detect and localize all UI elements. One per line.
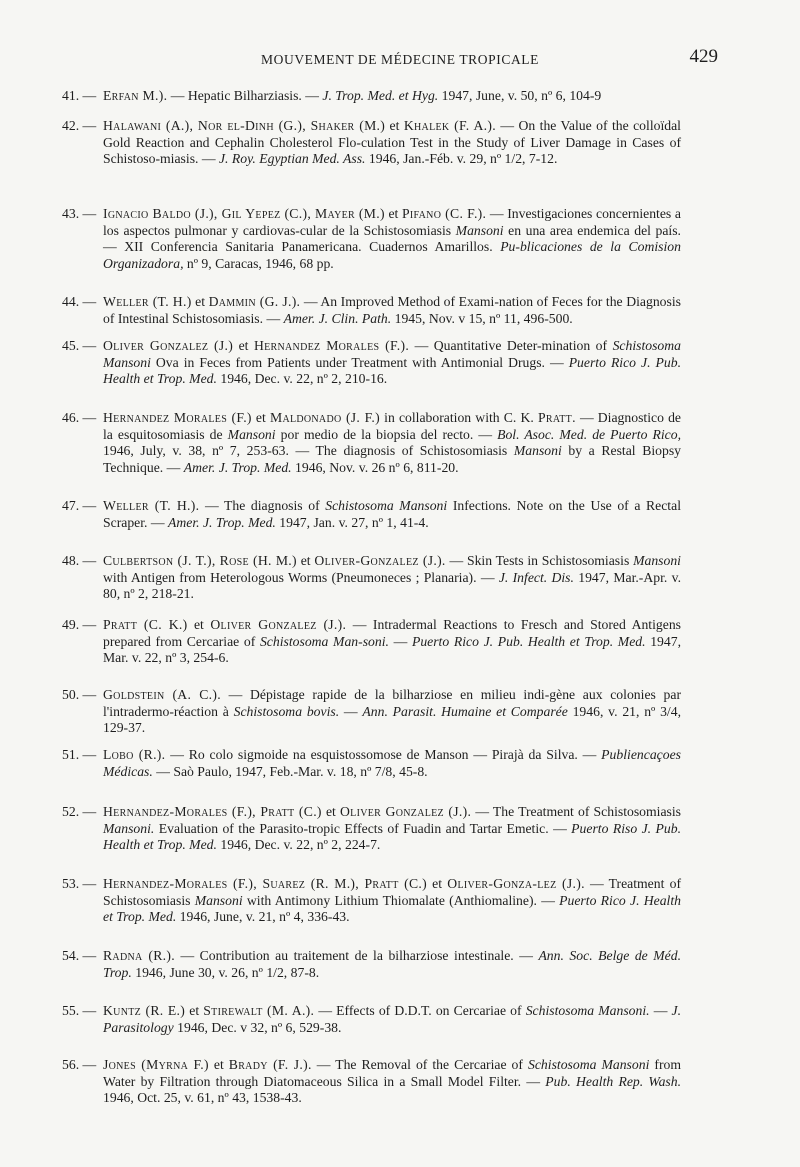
reference-entry [62,294,681,327]
reference-entry [62,553,681,603]
reference-author: Oliver Gonzalez (J.) [103,338,234,353]
reference-text: — The diagnosis of [199,498,326,513]
reference-text: — Saò Paulo, 1947, Feb.-Mar. v. 18, nº 7/8, 45-8. [152,763,428,779]
reference-author: Hernandez Morales (F.). [253,338,410,353]
reference-text: 1946, June, v. 21, nº 4, 336-43. [176,909,350,924]
reference-text: — An Improved Method of Exami-nation of Feces for the Diagnosis of Intestinal Schistosomiasis. — [103,294,681,326]
reference-number: 51. — [62,747,97,762]
reference-title-italic: Amer. J. Clin. Path. [283,310,392,326]
reference-number: 52. — [62,804,97,819]
reference-text: — [339,703,363,719]
reference-title-italic: Ann. Parasit. Humaine et Comparée [362,703,568,719]
reference-text: et [385,118,404,133]
reference-author: Khalek (F. A.). [403,118,496,133]
reference-text: — Contribution au traitement de la bilharziose intestinale. — [174,948,539,963]
reference-text: 1947, Mar.-Apr. v. 80, nº 2, 218-21. [103,569,681,601]
reference-author: Goldstein (A. C.). [103,687,221,702]
reference-text: et [233,338,254,353]
reference-title-italic: Schistosoma Mansoni. [525,1003,650,1018]
reference-author: Kuntz (R. E.) [103,1003,186,1018]
reference-author: Maldonado (J. F.) [269,410,380,425]
reference-text: nº 9, Caracas, 1946, 68 pp. [183,255,334,271]
reference-author: Jones (Myrna F.) [103,1057,209,1072]
reference-text: — On the Value of the colloïdal Gold Reaction and Cephalin Cholesterol Flo-culation Test in the Study of Liver Damage in Cases of Schistoso-miasis. — [103,118,681,166]
reference-author: Brady (F. J.). [228,1057,312,1072]
reference-author: Oliver Gonzalez (J.). [339,804,472,819]
reference-text: Ova in Feces from Patients under Treatment with Antimonial Drugs. — [150,354,569,370]
reference-author: Pifano (C. F.). [402,206,487,221]
reference-text: 1947, June, v. 50, nº 6, 104-9 [438,88,602,103]
reference-title-italic: Puerto Rico J. Pub. Health et Trop. Med. [411,633,646,649]
reference-author: Halawani (A.), Nor el-Dinh (G.), Shaker (M.) [103,118,386,133]
reference-author: Radna (R.). [103,948,175,963]
reference-title-italic: Mansoni [633,553,681,568]
reference-text: 1946, Dec. v 32, nº 6, 529-38. [173,1019,342,1035]
reference-title-italic: Puerto Riso J. Pub. Health et Trop. Med. [103,820,681,852]
reference-text: with Antigen from Heterologous Worms (Pneumoneces ; Planaria). — [103,569,499,585]
reference-text: et [187,617,211,632]
reference-text: et [426,876,448,891]
reference-number: 49. — [62,617,97,632]
reference-text: — Ro colo sigmoide na esquistossomose de Manson — Pirajà da Silva. — [165,747,602,762]
reference-text: Infections. Note on the Use of a Rectal Scraper. — [103,498,681,530]
reference-entry [62,498,681,531]
reference-title-italic: Bol. Asoc. Med. de Puerto Rico, [497,426,681,442]
reference-text: 1945, Nov. v 15, nº 11, 496-500. [391,310,573,326]
reference-title-italic: Mansoni [227,426,276,442]
reference-text: in collaboration with C. K. [380,410,538,425]
reference-author: Oliver-Gonzalez (J.). [314,553,446,568]
reference-title-italic: Schistosoma Mansoni [103,338,681,370]
reference-title-italic: Publiencaçoes Médicas. [103,747,681,779]
reference-number: 56. — [62,1057,97,1072]
reference-number: 42. — [62,118,97,133]
reference-text: et [251,410,270,425]
reference-title-italic: Ann. Soc. Belge de Méd. Trop. [103,948,682,980]
reference-entry [62,804,681,854]
page-header [60,46,740,76]
reference-text: — Treatment of Schistosomiasis [103,876,682,908]
reference-text: et [191,294,209,309]
reference-author: Weller (T. H.). [103,498,200,513]
reference-text: — The Removal of the Cercariae of [311,1057,528,1072]
reference-title-italic: Mansoni [194,892,243,908]
reference-text: — [649,1003,672,1018]
reference-author: Ignacio Baldo (J.), Gil Yepez (C.), Mayer (M.) [103,206,385,221]
reference-title-italic: Puerto Rico J. Health et Trop. Med. [103,892,681,924]
reference-text: 1946, v. 21, nº 3/4, 129-37. [103,703,681,735]
reference-entry [62,747,681,780]
reference-author: Erfan M.). [103,88,168,103]
reference-number: 43. — [62,206,97,221]
reference-entry [62,1057,682,1107]
reference-entry [62,118,681,168]
reference-author: Hernandez-Morales (F.), Pratt (C.) [103,804,322,819]
reference-text: por medio de la biopsia del recto. — [275,426,498,442]
reference-number: 53. — [62,876,97,891]
reference-number: 41. — [62,88,97,103]
reference-text: Evaluation of the Parasito-tropic Effects of Fuadin and Tartar Emetic. — [154,820,572,836]
reference-text: — Skin Tests in Schistosomiasis [445,553,634,568]
reference-entry [62,410,681,476]
reference-title-italic: J. Parasitology [103,1003,682,1035]
reference-text: — Effects of D.D.T. on Cercariae of [314,1003,526,1018]
reference-number: 47. — [62,498,97,513]
reference-text: — Intradermal Reactions to Fresch and Stored Antigens prepared from Cercariae of [103,617,681,649]
reference-title-italic: Mansoni [513,443,562,458]
reference-entry [62,876,682,926]
reference-title-italic: Puerto Rico J. Pub. Health et Trop. Med. [103,354,681,386]
reference-author: Stirewalt (M. A.). [203,1003,315,1018]
reference-number: 45. — [62,338,97,353]
reference-entry [62,206,681,272]
reference-author: Culbertson (J. T.), Rose (H. M.) [103,553,297,568]
page-number: 429 [689,46,718,67]
reference-author: Dammin (G. J.). [208,294,301,309]
reference-entry [62,1003,682,1036]
running-title: MOUVEMENT DE MÉDECINE TROPICALE [261,52,539,67]
reference-text: — The Treatment of Schistosomiasis [471,804,681,819]
reference-text: 1947, Jan. v. 27, nº 1, 41-4. [275,514,429,530]
reference-entry [62,687,682,737]
reference-author: Weller (T. H.) [103,294,192,309]
reference-title-italic: J. Roy. Egyptian Med. Ass. [218,151,366,166]
reference-text: et [384,206,402,221]
reference-text: et [208,1057,229,1072]
reference-entry [62,88,681,105]
reference-entry [62,617,682,667]
reference-title-italic: Schistosoma Mansoni [528,1057,650,1072]
reference-title-italic: Pu-blicaciones de la Comision Organizadora, [103,239,681,271]
reference-author: Lobo (R.). [103,747,166,762]
reference-number: 46. — [62,410,97,425]
reference-title-italic: Schistosoma Man-soni. [259,633,389,649]
reference-text: — Quantitative Deter-mination of [409,338,613,353]
reference-title-italic: J. Infect. Dis. [498,569,574,585]
reference-entry [62,948,682,981]
reference-title-italic: Pub. Health Rep. Wash. [545,1073,681,1089]
reference-text: — Dépistage rapide de la bilharziose en milieu indi-gène aux colonies par l'intradermo-réaction à [103,687,682,719]
reference-title-italic: Schistosoma Mansoni [325,498,448,513]
reference-title-italic: Amer. J. Trop. Med. [183,459,292,475]
reference-number: 55. — [62,1003,97,1018]
reference-text: et [296,553,315,568]
reference-text: 1946, Dec. v. 22, nº 2, 224-7. [216,837,381,852]
reference-text: 1946, June 30, v. 26, nº 1/2, 87-8. [131,964,320,980]
reference-number: 50. — [62,687,97,702]
reference-text: — Investigaciones concernientes a los aspectos pulmonar y cardiovas-cular de la Schistosomiasis [103,206,681,238]
reference-title-italic: Mansoni. [103,820,155,836]
reference-number: 48. — [62,553,97,568]
reference-text: et [185,1003,204,1018]
reference-title-italic: Schistosoma bovis. [233,703,340,719]
reference-author: Oliver Gonzalez (J.). [210,617,347,632]
reference-author: Pratt. [537,410,576,425]
reference-text: by a Restal Biopsy Technique. — [103,443,681,475]
reference-text: et [321,804,340,819]
reference-text: — Diagnostico de la esquitosomiasis de [103,410,681,442]
reference-text: with Antimony Lithium Thiomalate (Anthiomaline). — [242,892,560,908]
reference-text: 1946, Dec. v. 22, nº 2, 210-16. [216,371,388,386]
reference-text: — Hepatic Bilharziasis. — [167,88,323,103]
reference-title-italic: Mansoni [455,222,504,238]
reference-text: 1946, July, v. 38, nº 7, 253-63. — The diagnosis of Schistosomiasis [103,443,514,458]
reference-text: en una area endemica del país. — XII Conferencia Sanitaria Panamericana. Cuadernos Amarillos. [103,222,681,254]
reference-title-italic: J. Trop. Med. et Hyg. [322,88,439,103]
reference-text: — [388,633,412,649]
reference-author: Hernandez Morales (F.) [103,410,252,425]
reference-text: 1946, Nov. v. 26 nº 6, 811-20. [291,459,459,475]
reference-text: 1947, Mar. v. 22, nº 3, 254-6. [103,633,682,665]
reference-text: from Water by Filtration through Diatomaceous Silica in a Small Model Filter. — [103,1057,682,1089]
reference-text: 1946, Oct. 25, v. 61, nº 43, 1538-43. [103,1090,302,1105]
reference-number: 44. — [62,294,97,309]
reference-entry [62,338,681,388]
reference-author: Hernandez-Morales (F.), Suarez (R. M.), Pratt (C.) [103,876,427,891]
reference-author: Oliver-Gonza-lez (J.). [447,876,585,891]
reference-title-italic: Amer. J. Trop. Med. [168,514,276,530]
reference-number: 54. — [62,948,97,963]
reference-author: Pratt (C. K.) [103,617,188,632]
reference-text: 1946, Jan.-Féb. v. 29, nº 1/2, 7-12. [365,151,558,166]
